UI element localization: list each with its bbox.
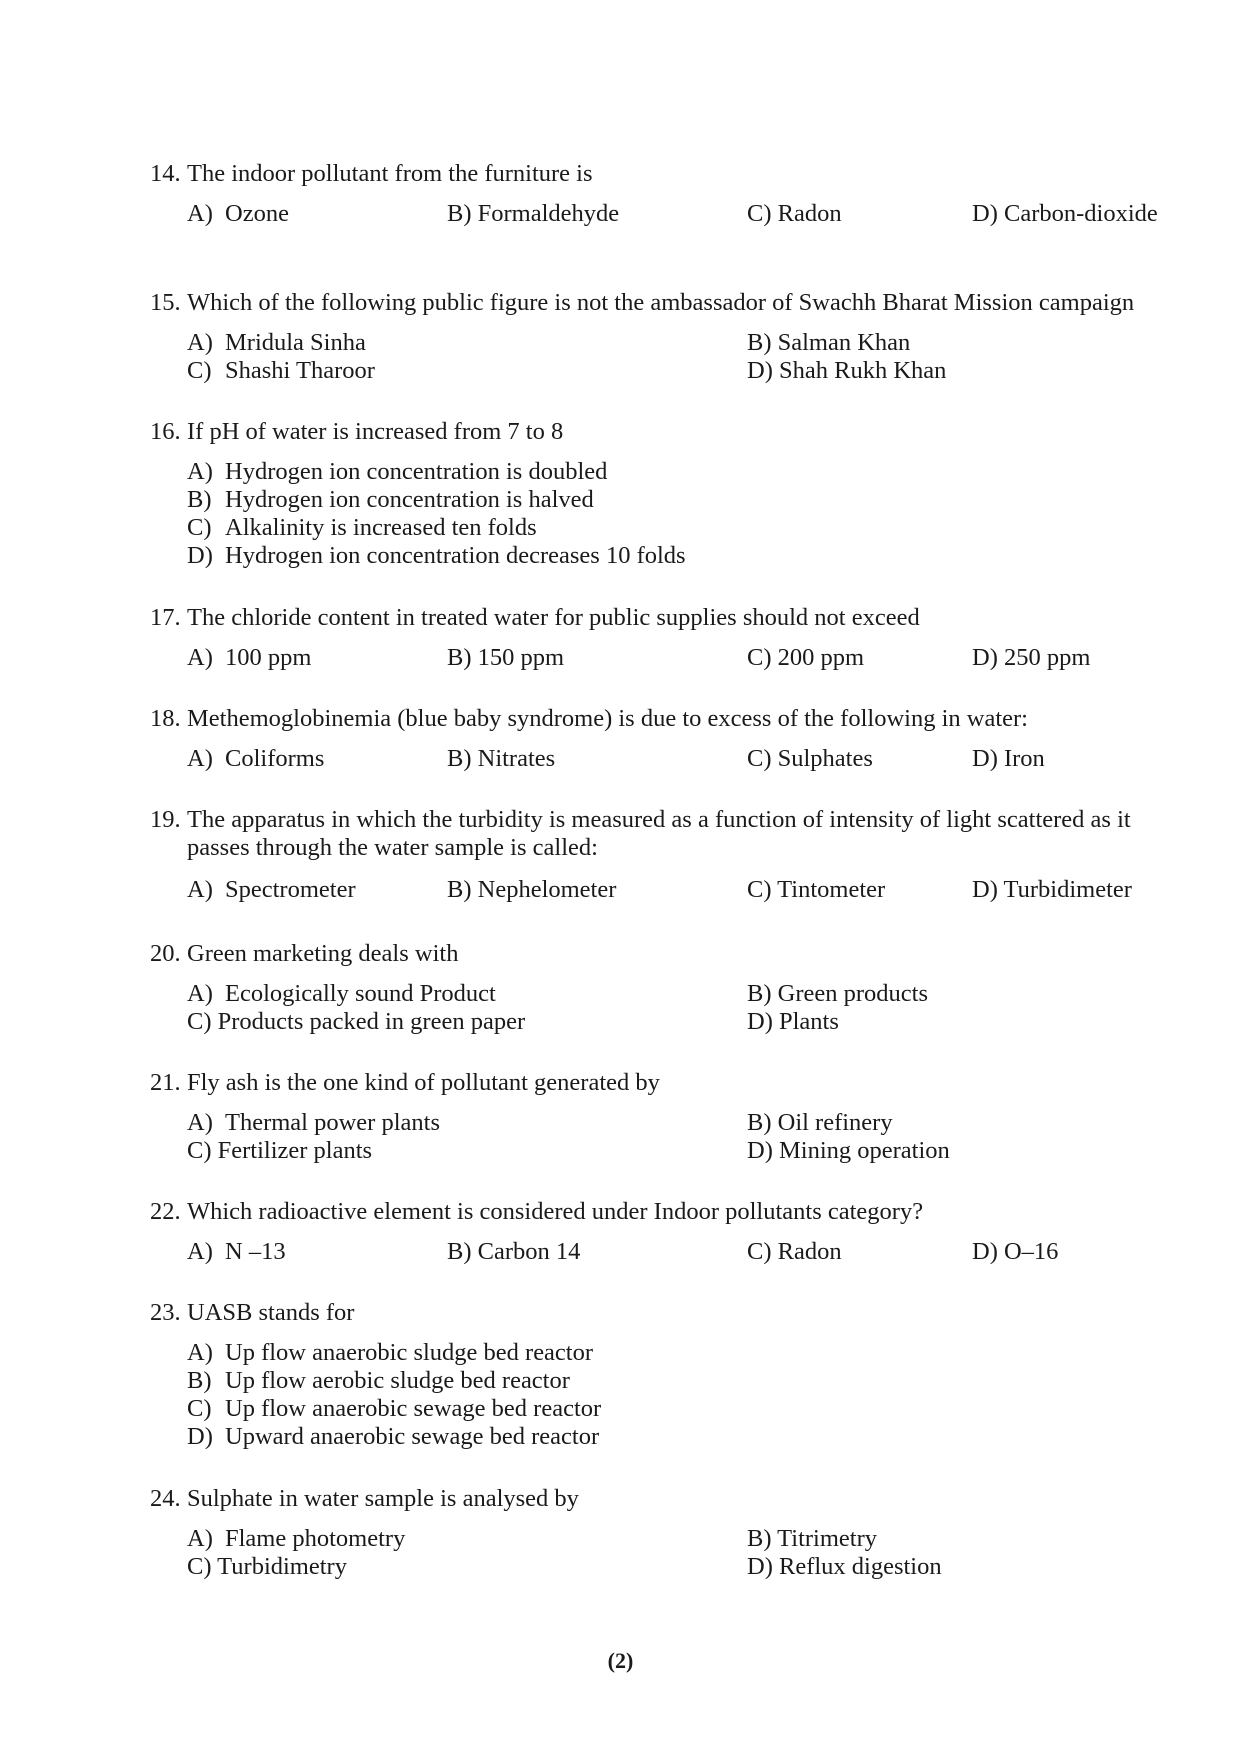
options [150, 1238, 1160, 1268]
option-b: B) Formaldehyde [447, 200, 620, 227]
option-d: D) Upward anaerobic sewage bed reactor [187, 1423, 600, 1450]
options [150, 1339, 1160, 1451]
option-a: A) Mridula Sinha [187, 329, 366, 356]
question-text: Fly ash is the one kind of pollutant generated by [187, 1069, 660, 1096]
option-c: C) Turbidimetry [187, 1553, 347, 1580]
options-row-2 [150, 1137, 1160, 1165]
option-b: B) Oil refinery [747, 1109, 893, 1136]
question-19 [150, 806, 1160, 906]
option-c: C) Radon [747, 200, 842, 227]
option-c: C) Sulphates [747, 745, 873, 772]
options-row-1 [150, 1109, 1160, 1137]
option-b: B) Nitrates [447, 745, 556, 772]
option-b: B) Salman Khan [747, 329, 911, 356]
question-number: 19. [150, 806, 181, 833]
question-number: 14. [150, 160, 181, 187]
option-c: C) Up flow anaerobic sewage bed reactor [187, 1395, 602, 1422]
option-d: D) Mining operation [747, 1137, 950, 1164]
question-text: Methemoglobinemia (blue baby syndrome) is due to excess of the following in water: [187, 705, 1028, 732]
question-number: 21. [150, 1069, 181, 1096]
option-c: C) Shashi Tharoor [187, 357, 375, 384]
question-18 [150, 705, 1160, 775]
option-d: D) 250 ppm [972, 644, 1091, 671]
question-number: 16. [150, 418, 181, 445]
question-number: 22. [150, 1198, 181, 1225]
question-text: Which radioactive element is considered under Indoor pollutants category? [187, 1198, 924, 1225]
options [150, 745, 1160, 775]
question-number: 24. [150, 1485, 181, 1512]
option-a: A) N –13 [187, 1238, 286, 1265]
question-20 [150, 940, 1160, 1036]
option-b: B) Hydrogen ion concentration is halved [187, 486, 594, 513]
question-text: The chloride content in treated water for public supplies should not exceed [187, 604, 920, 631]
options [150, 458, 1160, 570]
option-d: D) O–16 [972, 1238, 1059, 1265]
question-number: 18. [150, 705, 181, 732]
option-d: D) Reflux digestion [747, 1553, 942, 1580]
question-text: Sulphate in water sample is analysed by [187, 1485, 579, 1512]
option-c: C) Alkalinity is increased ten folds [187, 514, 537, 541]
options-row-1 [150, 329, 1160, 357]
options-row-2 [150, 1553, 1160, 1581]
option-a: A) Ozone [187, 200, 289, 227]
question-21 [150, 1069, 1160, 1165]
option-a: A) Spectrometer [187, 876, 356, 903]
page-number: (2) [607, 1648, 634, 1673]
option-d: D) Hydrogen ion concentration decreases 10 folds [187, 542, 686, 569]
option-d: D) Carbon-dioxide [972, 200, 1158, 227]
option-b: B) 150 ppm [447, 644, 565, 671]
question-22 [150, 1198, 1160, 1268]
option-a: A) Up flow anaerobic sludge bed reactor [187, 1339, 594, 1366]
question-number: 20. [150, 940, 181, 967]
option-d: D) Plants [747, 1008, 839, 1035]
question-number: 17. [150, 604, 181, 631]
options [150, 644, 1160, 674]
question-15 [150, 289, 1160, 385]
options [150, 876, 1160, 906]
option-a: A) Flame photometry [187, 1525, 406, 1552]
option-a: A) Coliforms [187, 745, 325, 772]
options [150, 200, 1160, 230]
option-a: A) 100 ppm [187, 644, 312, 671]
option-a: A) Ecologically sound Product [187, 980, 496, 1007]
option-b: B) Green products [747, 980, 928, 1007]
option-c: C) Products packed in green paper [187, 1008, 526, 1035]
option-b: B) Titrimetry [747, 1525, 878, 1552]
option-c: C) 200 ppm [747, 644, 865, 671]
option-c: C) Tintometer [747, 876, 886, 903]
option-d: D) Turbidimeter [972, 876, 1132, 903]
options-row-1 [150, 980, 1160, 1008]
question-text: The apparatus in which the turbidity is measured as a function of intensity of light scattered as it passes through the water sample is called: [187, 806, 1131, 861]
question-text: The indoor pollutant from the furniture is [187, 160, 593, 187]
option-b: B) Carbon 14 [447, 1238, 581, 1265]
question-16 [150, 418, 1160, 570]
option-c: C) Radon [747, 1238, 842, 1265]
question-text: Green marketing deals with [187, 940, 459, 967]
option-c: C) Fertilizer plants [187, 1137, 373, 1164]
options-row-1 [150, 1525, 1160, 1553]
question-text: UASB stands for [187, 1299, 355, 1326]
options-row-2 [150, 357, 1160, 385]
option-d: D) Iron [972, 745, 1045, 772]
option-b: B) Up flow aerobic sludge bed reactor [187, 1367, 570, 1394]
option-a: A) Thermal power plants [187, 1109, 440, 1136]
option-b: B) Nephelometer [447, 876, 617, 903]
question-17 [150, 604, 1160, 674]
question-23 [150, 1299, 1160, 1451]
question-14 [150, 160, 1160, 230]
question-text: If pH of water is increased from 7 to 8 [187, 418, 564, 445]
options-row-2 [150, 1008, 1160, 1036]
option-d: D) Shah Rukh Khan [747, 357, 947, 384]
question-24 [150, 1485, 1160, 1581]
question-text: Which of the following public figure is not the ambassador of Swachh Bharat Mission campaign [187, 289, 1135, 316]
question-number: 23. [150, 1299, 181, 1326]
question-number: 15. [150, 289, 181, 316]
option-a: A) Hydrogen ion concentration is doubled [187, 458, 608, 485]
